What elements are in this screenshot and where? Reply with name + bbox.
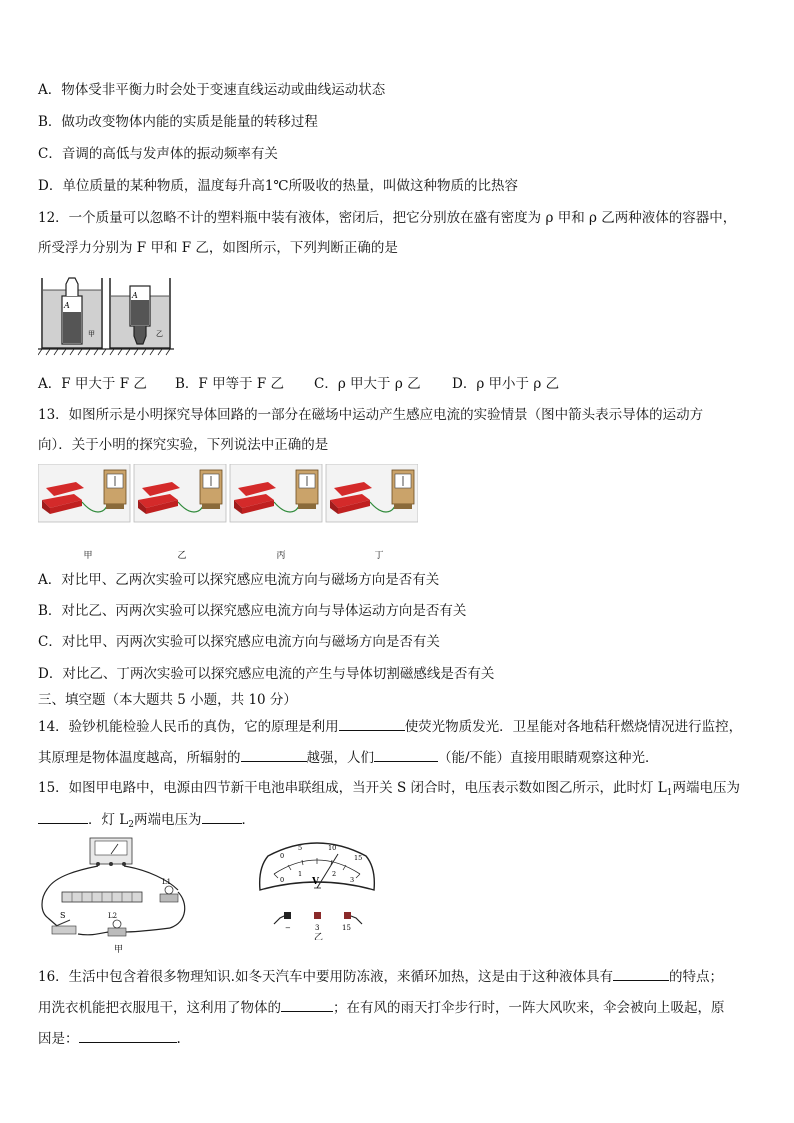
q12-option-c: C．ρ 甲大于 ρ 乙	[314, 376, 421, 392]
q15-meter-v: V	[312, 877, 319, 887]
q14-line2	[38, 747, 659, 768]
q14-text-2c: （能/不能）直接用眼睛观察这种光．	[438, 750, 659, 766]
q13-caption-bing: 丙	[276, 551, 286, 561]
q13-stem-line2: 向）．关于小明的探究实验，下列说法中正确的是	[38, 437, 329, 453]
q14-blank-3[interactable]	[374, 747, 438, 762]
q15-meter-top-5: 5	[298, 844, 303, 852]
q12-bottle-figure	[38, 272, 174, 356]
q15-fig-yi: 乙	[314, 933, 324, 940]
q15-fig-jia: 甲	[114, 945, 124, 955]
q13-induction-figure	[38, 464, 418, 524]
q16-text-2b: ；在有风的雨天打伞步行时，一阵大风吹来，伞会被向上吸起，原	[333, 1000, 725, 1016]
q13-caption-yi: 乙	[177, 551, 187, 561]
q16-text-1b: 的特点；	[668, 969, 723, 985]
q15-sub-2: 2	[128, 820, 134, 830]
q16-line3	[38, 1028, 181, 1049]
q13-option-b: B．对比乙、丙两次实验可以探究感应电流方向与导体运动方向是否有关	[38, 603, 467, 619]
q15-terminal-15: 15	[342, 924, 351, 932]
q16-line1	[38, 966, 723, 987]
q14-blank-2[interactable]	[241, 747, 307, 762]
q13-option-c: C．对比甲、丙两次实验可以探究感应电流方向与磁场方向是否有关	[38, 634, 440, 650]
q12-stem-line2: 所受浮力分别为 F 甲和 F 乙，如图所示，下列判断正确的是	[38, 240, 398, 256]
q15-line2	[38, 809, 255, 835]
q14-text-2b: 越强，人们	[306, 750, 374, 766]
q14-text-2a: 其原理是物体温度越高，所辐射的	[38, 750, 241, 766]
q12-option-d: D．ρ 甲小于 ρ 乙	[452, 376, 560, 392]
q11-option-c: C．音调的高低与发声体的振动频率有关	[38, 146, 278, 162]
q15-text-1b: 两端电压为	[672, 780, 740, 796]
q15-fig-l1: L1	[162, 878, 172, 886]
q12-fig-label-a2: A	[132, 291, 138, 300]
section-heading-fill-in: 三、填空题（本大题共 5 小题，共 10 分）	[38, 692, 297, 708]
q14-line1	[38, 716, 742, 737]
q11-option-d: D．单位质量的某种物质，温度每升高1℃所吸收的热量，叫做这种物质的比热容	[38, 178, 519, 194]
q16-blank-3[interactable]	[79, 1028, 177, 1043]
q15-terminal-minus: −	[285, 924, 291, 932]
q15-fig-l2: L2	[108, 912, 118, 920]
q14-text-1a: 14．验钞机能检验人民币的真伪，它的原理是利用	[38, 719, 339, 735]
q15-meter-bottom-3: 3	[350, 876, 355, 884]
q15-sub-1: 1	[666, 788, 673, 798]
q15-text-2a: ．灯 L	[88, 812, 129, 828]
q12-fig-label-a1: A	[64, 301, 70, 310]
q15-blank-2[interactable]	[202, 809, 242, 824]
q12-fig-label-yi: 乙	[156, 330, 163, 338]
q15-line1	[38, 778, 740, 803]
q15-text-1a: 15．如图甲电路中，电源由四节新干电池串联组成，当开关 S 闭合时，电压表示数如图乙所示，此时灯 L	[38, 780, 667, 796]
q15-meter-bottom-2: 2	[332, 870, 337, 878]
q12-option-b: B．F 甲等于 F 乙	[175, 376, 285, 392]
q12-option-a: A．F 甲大于 F 乙	[38, 376, 147, 392]
q16-text-2a: 用洗衣机能把衣服甩干，这利用了物体的	[38, 1000, 281, 1016]
q11-option-b: B．做功改变物体内能的实质是能量的转移过程	[38, 114, 318, 130]
q14-blank-1[interactable]	[339, 716, 405, 731]
q16-blank-2[interactable]	[281, 997, 333, 1012]
q15-terminal-3: 3	[315, 924, 320, 932]
q14-text-1b: 使荧光物质发光．卫星能对各地秸秆燃烧情况进行监控，	[404, 719, 743, 735]
q16-text-3b: .	[176, 1031, 181, 1047]
q15-meter-top-15: 15	[354, 854, 363, 862]
q16-line2	[38, 997, 725, 1018]
q15-text-2b: 两端电压为	[134, 812, 202, 828]
q13-option-d: D．对比乙、丁两次实验可以探究感应电流的产生与导体切割磁感线是否有关	[38, 666, 495, 682]
q12-stem-line1: 12．一个质量可以忽略不计的塑料瓶中装有液体，密闭后，把它分别放在盛有密度为 ρ 甲和 ρ 乙两种液体的容器中，	[38, 210, 737, 226]
q15-text-2c: ．	[241, 812, 255, 828]
q16-text-3a: 因是：	[38, 1031, 79, 1047]
q16-blank-1[interactable]	[613, 966, 669, 981]
q15-meter-bottom-1: 1	[298, 870, 303, 878]
q16-text-1a: 16．生活中包含着很多物理知识.如冬天汽车中要用防冻液，来循环加热，这是由于这种液体具有	[38, 969, 613, 985]
q15-meter-top-0: 0	[280, 852, 285, 860]
q13-stem-line1: 13．如图所示是小明探究导体回路的一部分在磁场中运动产生感应电流的实验情景（图中箭头表示导体的运动方	[38, 407, 704, 423]
q13-option-a: A．对比甲、乙两次实验可以探究感应电流方向与磁场方向是否有关	[38, 572, 440, 588]
q15-meter-top-10: 10	[328, 844, 337, 852]
q15-circuit-figure	[38, 836, 198, 956]
q12-fig-label-jia: 甲	[88, 330, 95, 338]
q15-meter-bottom-0: 0	[280, 876, 285, 884]
q11-option-a: A．物体受非平衡力时会处于变速直线运动或曲线运动状态	[38, 82, 386, 98]
q15-fig-s: S	[60, 911, 66, 920]
q13-caption-ding: 丁	[374, 551, 384, 561]
q15-blank-1[interactable]	[38, 809, 88, 824]
q13-caption-jia: 甲	[83, 551, 93, 561]
q15-voltmeter-dial	[254, 838, 380, 940]
